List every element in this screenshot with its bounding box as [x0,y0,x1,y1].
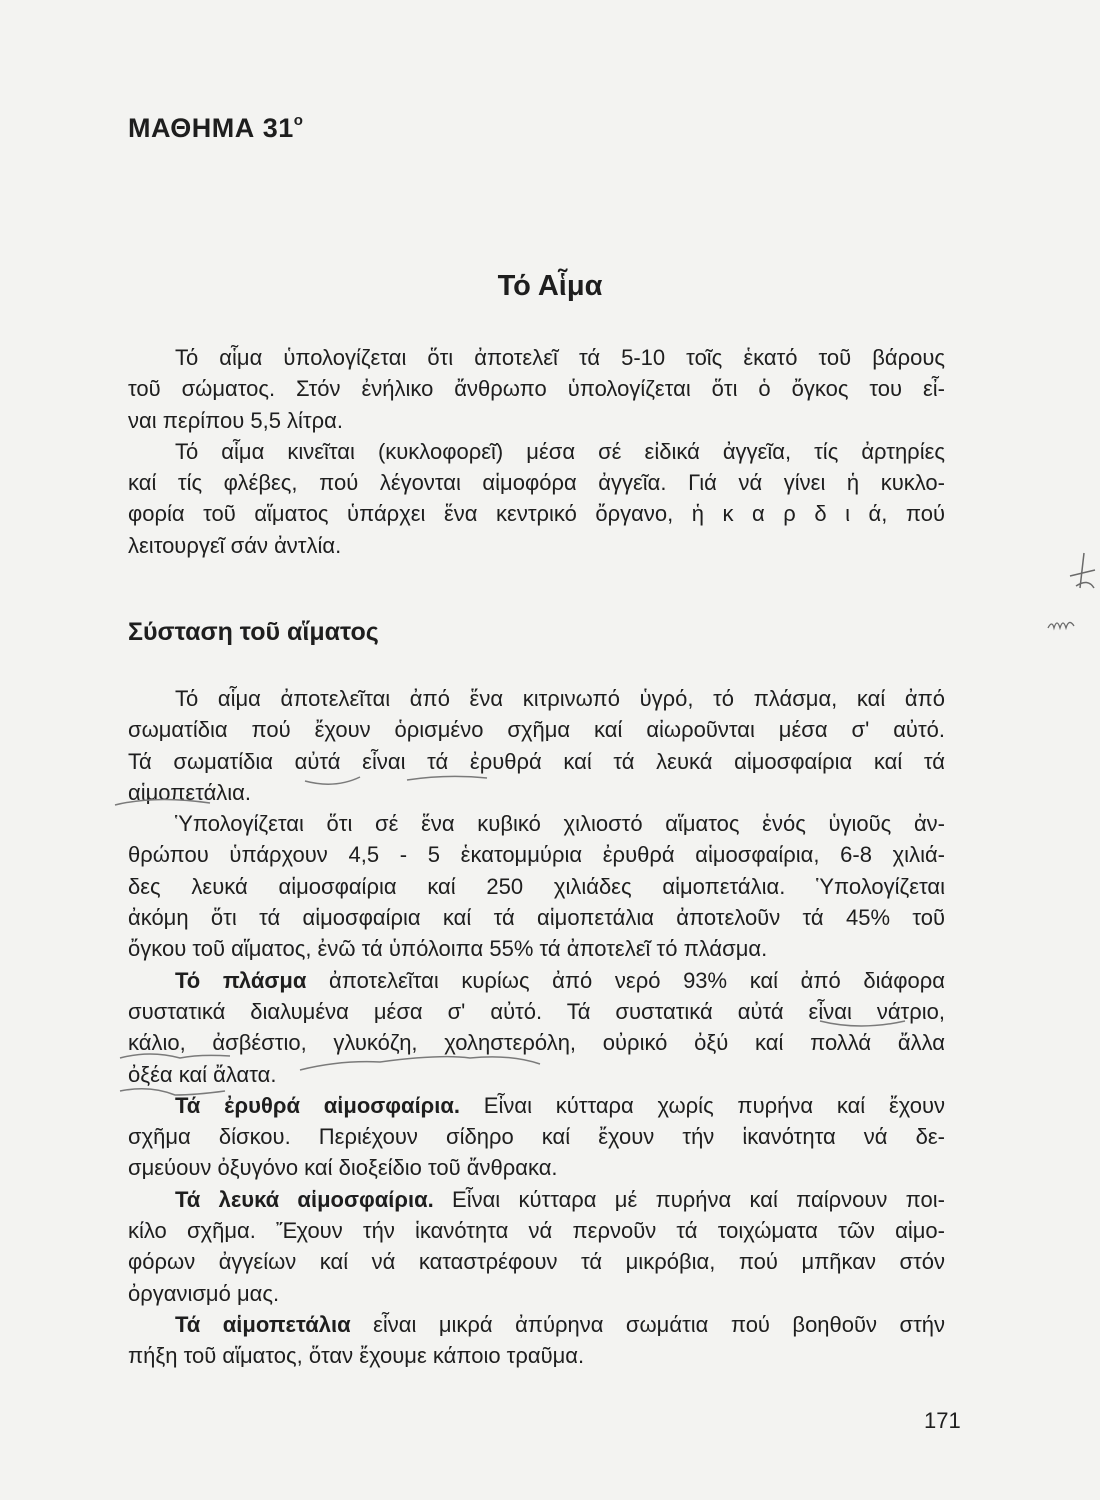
line-text: τοῦ σώματος. Στόν ἐνήλικο ἄνθρωπο ὑπολογίζεται ὅτι ὁ ὄγκος του εἶ- [128,376,945,402]
bold-term: Τό πλάσμα [175,967,307,993]
ordinal-suffix: ο [293,112,304,129]
line-text: ἀποτελεῖται κυρίως ἀπό νερό 93% καί ἀπό διάφορα [306,967,945,993]
page-number: 171 [924,1408,961,1433]
bold-term: Τά αἱμοπετάλια [175,1311,351,1337]
line-text: σωματίδια πού ἔχουν ὁρισμένο σχῆμα καί αἰωροῦνται μέσα σ' αὐτό. [128,717,945,743]
section-heading: Σύσταση τοῦ αἵματος [128,618,379,646]
line-text: δες λευκά αἱμοσφαίρια καί 250 χιλιάδες αἱμοπετάλια. Ὑπολογίζεται [128,873,945,899]
lesson-number: ΜΑΘΗΜΑ 31 [128,113,294,143]
line-text: Τό αἷμα ὑπολογίζεται ὅτι ἀποτελεῖ τά 5-10 τοῖς ἑκατό τοῦ βάρους [175,345,945,370]
line-text: φόρων ἀγγείων καί νά καταστρέφουν τά μικρόβια, πού μπῆκαν στόν [128,1249,945,1275]
line-text: Τό αἷμα ἀποτελεῖται ἀπό ἕνα κιτρινωπό ὑγρό, τό πλάσμα, καί ἀπό [175,686,945,711]
line-text: συστατικά διαλυμένα μέσα σ' αὐτό. Τά συστατικά αὐτά εἶναι νάτριο, [128,998,945,1024]
line-text: Τά σωματίδια αὐτά εἶναι τά ἐρυθρά καί τά λευκά αἱμοσφαίρια καί τά [128,748,945,774]
line-text: θρώπου ὑπάρχουν 4,5 - 5 ἑκατομμύρια ἐρυθρά αἱμοσφαίρια, 6-8 χιλιά- [128,842,945,868]
line-text: Ὑπολογίζεται ὅτι σέ ἕνα κυβικό χιλιοστό αἵματος ἑνός ὑγιοῦς ἀν- [175,811,945,837]
line-text: κίλο σχῆμα. Ἔχουν τήν ἱκανότητα νά περνοῦν τά τοιχώματα τῶν αἱμο- [128,1218,945,1244]
bold-term: Τά ἐρυθρά αἱμοσφαίρια. [175,1092,461,1118]
line-text: σχῆμα δίσκου. Περιέχουν σίδηρο καί ἔχουν τήν ἱκανότητα νά δε- [128,1124,945,1150]
line-text: ὄγκου τοῦ αἵματος, ἐνῶ τά ὑπόλοιπα 55% τά ἀποτελεῖ τό πλάσμα. [128,936,768,962]
line-text: σμεύουν ὀξυγόνο καί διοξείδιο τοῦ ἄνθρακα. [128,1155,558,1181]
line-text: κάλιο, ἀσβέστιο, γλυκόζη, χοληστερόλη, οὐρικό ὀξύ καί πολλά ἄλλα [128,1030,945,1056]
line-text: ὀργανισμό μας. [128,1280,280,1306]
line-text: Εἶναι κύτταρα χωρίς πυρήνα καί ἔχουν [460,1092,945,1118]
line-text: ὀξέα καί ἄλατα. [128,1061,277,1087]
line-text: πήξη τοῦ αἵματος, ὅταν ἔχουμε κάποιο τραῦμα. [128,1343,585,1369]
line-text: εἶναι μικρά ἀπύρηνα σωμάτια πού βοηθοῦν στήν [350,1311,945,1337]
line-text: καί τίς φλέβες, πού λέγονται αἱμοφόρα ἀγγεῖα. Γιά νά γίνει ἡ κυκλο- [128,470,945,496]
bold-term: Τά λευκά αἱμοσφαίρια. [175,1186,434,1212]
line-text: Τό αἷμα κινεῖται (κυκλοφορεῖ) μέσα σέ εἰδικά ἀγγεῖα, τίς ἀρτηρίες [175,438,945,464]
line-text: ἀκόμη ὅτι τά αἱμοσφαίρια καί τά αἱμοπετάλια ἀποτελοῦν τά 45% τοῦ [128,905,945,931]
page-title: Τό Αἷμα [497,270,603,302]
line-text: αἱμοπετάλια. [128,779,252,805]
line-text: λειτουργεῖ σάν ἀντλία. [128,532,342,558]
line-text: ναι περίπου 5,5 λίτρα. [128,407,343,433]
line-text: Εἶναι κύτταρα μέ πυρήνα καί παίρνουν ποι- [433,1186,945,1212]
line-text: φορία τοῦ αἵματος ὑπάρχει ἕνα κεντρικό ὄργανο, ἡ κ α ρ δ ι ά, πού [128,501,945,527]
